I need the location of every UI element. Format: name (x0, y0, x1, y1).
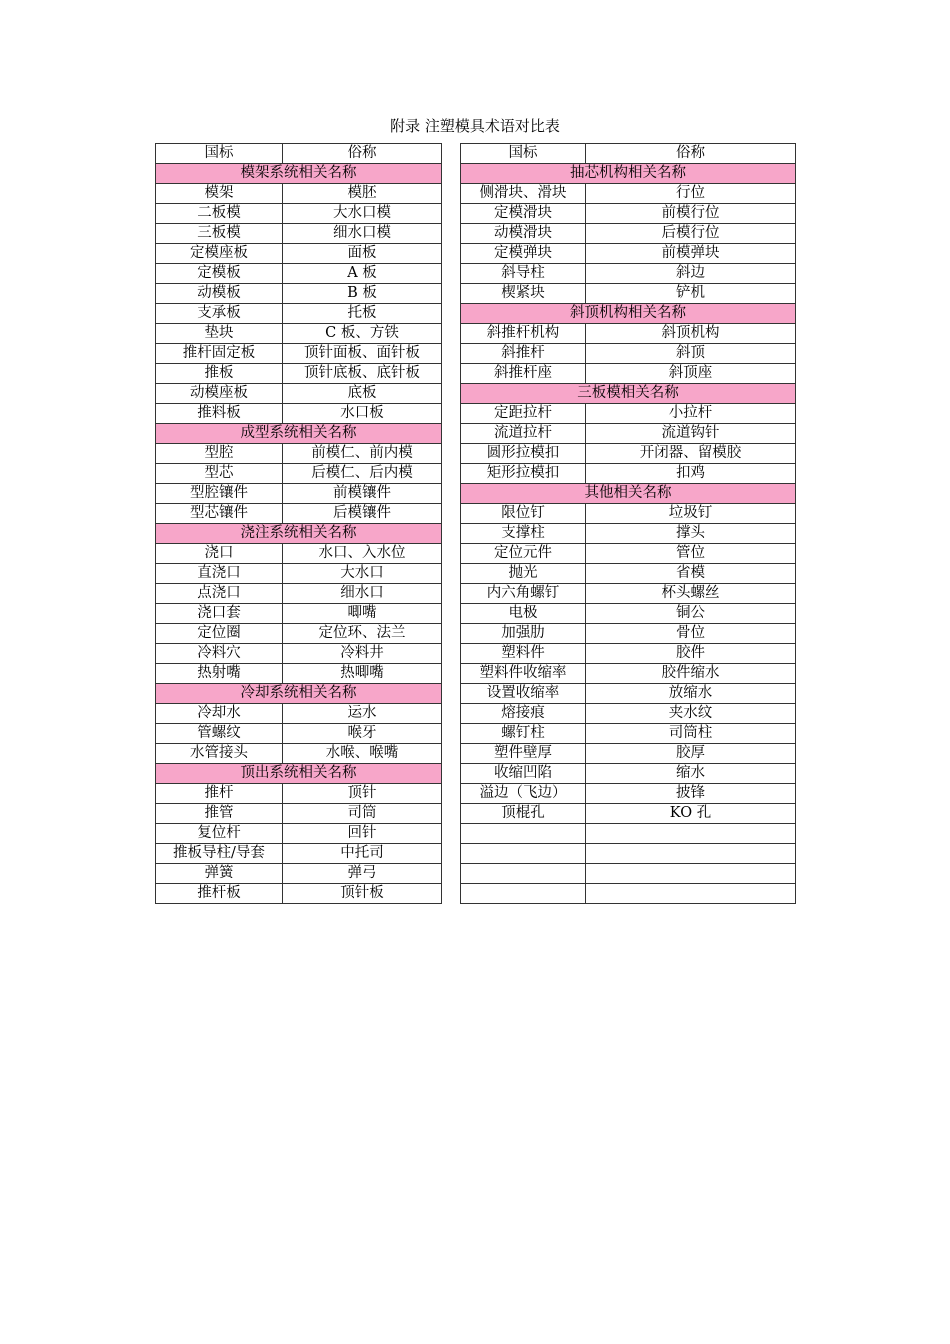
standard-term: 定模弹块 (461, 244, 586, 264)
table-row (461, 784, 796, 804)
common-term: 杯头螺丝 (586, 584, 796, 604)
common-term: 托板 (283, 304, 442, 324)
common-term: A 板 (283, 264, 442, 284)
common-term: 运水 (283, 704, 442, 724)
common-term: 铲机 (586, 284, 796, 304)
standard-term: 动模滑块 (461, 224, 586, 244)
table-row (461, 684, 796, 704)
table-row (156, 564, 442, 584)
standard-term: 侧滑块、滑块 (461, 184, 586, 204)
table-row (156, 404, 442, 424)
table-row (156, 344, 442, 364)
standard-term: 浇口套 (156, 604, 283, 624)
header-standard-name: 国标 (461, 144, 586, 164)
standard-term: 收缩凹陷 (461, 764, 586, 784)
table-row (461, 264, 796, 284)
standard-term (461, 884, 586, 904)
section-row (461, 384, 796, 404)
common-term: 大水口模 (283, 204, 442, 224)
table-row (461, 564, 796, 584)
table-row (156, 844, 442, 864)
standard-term: 溢边（飞边） (461, 784, 586, 804)
common-term: 水喉、喉嘴 (283, 744, 442, 764)
standard-term: 型腔 (156, 444, 283, 464)
common-term: 细水口 (283, 584, 442, 604)
table-row (461, 424, 796, 444)
section-row (156, 764, 442, 784)
section-title: 三板模相关名称 (461, 384, 796, 404)
table-row (156, 204, 442, 224)
common-term: 中托司 (283, 844, 442, 864)
standard-term: 定位元件 (461, 544, 586, 564)
table-row (461, 464, 796, 484)
common-term: 顶针板 (283, 884, 442, 904)
common-term: 骨位 (586, 624, 796, 644)
table-row (156, 644, 442, 664)
common-term: 前模行位 (586, 204, 796, 224)
table-row (156, 824, 442, 844)
standard-term: 斜推杆座 (461, 364, 586, 384)
table-row (156, 484, 442, 504)
common-term: 冷料井 (283, 644, 442, 664)
standard-term: 电极 (461, 604, 586, 624)
table-row (461, 764, 796, 784)
table-row (461, 364, 796, 384)
common-term (586, 824, 796, 844)
common-term: 披锋 (586, 784, 796, 804)
common-term: 后模镶件 (283, 504, 442, 524)
table-row (156, 604, 442, 624)
standard-term: 推杆板 (156, 884, 283, 904)
page-title: 附录 注塑模具术语对比表 (390, 117, 560, 135)
common-term: 斜边 (586, 264, 796, 284)
standard-term: 熔接痕 (461, 704, 586, 724)
table-row (156, 384, 442, 404)
standard-term: 斜导柱 (461, 264, 586, 284)
standard-term: 三板模 (156, 224, 283, 244)
common-term: 流道钩针 (586, 424, 796, 444)
standard-term: 冷料穴 (156, 644, 283, 664)
common-term: 水口、入水位 (283, 544, 442, 564)
section-title: 抽芯机构相关名称 (461, 164, 796, 184)
standard-term: 定模板 (156, 264, 283, 284)
table-row (461, 244, 796, 264)
table-row (156, 504, 442, 524)
common-term: KO 孔 (586, 804, 796, 824)
standard-term: 顶棍孔 (461, 804, 586, 824)
common-term: 前模镶件 (283, 484, 442, 504)
standard-term: 二板模 (156, 204, 283, 224)
table-row (156, 624, 442, 644)
table-row (461, 524, 796, 544)
common-term: 顶针面板、面针板 (283, 344, 442, 364)
table-row (461, 744, 796, 764)
common-term (586, 844, 796, 864)
table-row (156, 784, 442, 804)
standard-term: 内六角螺钉 (461, 584, 586, 604)
common-term: 胶件 (586, 644, 796, 664)
table-row (461, 284, 796, 304)
standard-term: 推杆固定板 (156, 344, 283, 364)
table-row (156, 864, 442, 884)
terms-table-left (155, 143, 442, 904)
common-term: 小拉杆 (586, 404, 796, 424)
common-term: 细水口模 (283, 224, 442, 244)
common-term: C 板、方铁 (283, 324, 442, 344)
table-row (156, 244, 442, 264)
table-row (461, 604, 796, 624)
common-term: 热唧嘴 (283, 664, 442, 684)
standard-term: 热射嘴 (156, 664, 283, 684)
table-row (156, 664, 442, 684)
common-term: 回针 (283, 824, 442, 844)
table-row (461, 844, 796, 864)
standard-term: 弹簧 (156, 864, 283, 884)
common-term: 水口板 (283, 404, 442, 424)
table-row (461, 804, 796, 824)
standard-term: 支撑柱 (461, 524, 586, 544)
standard-term: 定模滑块 (461, 204, 586, 224)
standard-term: 管螺纹 (156, 724, 283, 744)
common-term: 放缩水 (586, 684, 796, 704)
common-term: 夹水纹 (586, 704, 796, 724)
common-term: 垃圾钉 (586, 504, 796, 524)
section-title: 模架系统相关名称 (156, 164, 442, 184)
table-row (156, 884, 442, 904)
section-row (156, 164, 442, 184)
table-header-row (156, 144, 442, 164)
standard-term: 定模座板 (156, 244, 283, 264)
table-row (461, 624, 796, 644)
table-row (156, 744, 442, 764)
standard-term (461, 824, 586, 844)
table-row (156, 184, 442, 204)
header-standard-name: 国标 (156, 144, 283, 164)
common-term: 胶件缩水 (586, 664, 796, 684)
common-term: 扣鸡 (586, 464, 796, 484)
standard-term: 模架 (156, 184, 283, 204)
section-row (156, 524, 442, 544)
terms-table-right (460, 143, 796, 904)
standard-term: 浇口 (156, 544, 283, 564)
standard-term: 矩形拉模扣 (461, 464, 586, 484)
common-term: 撑头 (586, 524, 796, 544)
common-term: 行位 (586, 184, 796, 204)
common-term: 司筒 (283, 804, 442, 824)
table-row (461, 644, 796, 664)
common-term: 斜顶 (586, 344, 796, 364)
standard-term: 加强肋 (461, 624, 586, 644)
common-term: 斜顶座 (586, 364, 796, 384)
standard-term: 推板 (156, 364, 283, 384)
table-row (156, 264, 442, 284)
standard-term: 推料板 (156, 404, 283, 424)
standard-term: 动模座板 (156, 384, 283, 404)
common-term: 大水口 (283, 564, 442, 584)
table-row (461, 544, 796, 564)
standard-term: 流道拉杆 (461, 424, 586, 444)
common-term: 前模仁、前内模 (283, 444, 442, 464)
section-row (461, 484, 796, 504)
standard-term: 定位圈 (156, 624, 283, 644)
common-term: 顶针 (283, 784, 442, 804)
common-term: 定位环、法兰 (283, 624, 442, 644)
header-common-name: 俗称 (586, 144, 796, 164)
common-term: 开闭器、留模胶 (586, 444, 796, 464)
table-row (156, 704, 442, 724)
table-row (156, 364, 442, 384)
standard-term: 水管接头 (156, 744, 283, 764)
section-title: 其他相关名称 (461, 484, 796, 504)
table-row (156, 324, 442, 344)
section-title: 浇注系统相关名称 (156, 524, 442, 544)
standard-term: 垫块 (156, 324, 283, 344)
section-title: 冷却系统相关名称 (156, 684, 442, 704)
standard-term: 限位钉 (461, 504, 586, 524)
common-term: 胶厚 (586, 744, 796, 764)
common-term: 顶针底板、底针板 (283, 364, 442, 384)
standard-term (461, 844, 586, 864)
common-term: 斜顶机构 (586, 324, 796, 344)
common-term: 模胚 (283, 184, 442, 204)
common-term: 后模行位 (586, 224, 796, 244)
table-row (461, 224, 796, 244)
table-row (461, 344, 796, 364)
header-common-name: 俗称 (283, 144, 442, 164)
table-row (461, 664, 796, 684)
common-term: 唧嘴 (283, 604, 442, 624)
common-term: 面板 (283, 244, 442, 264)
standard-term: 推杆 (156, 784, 283, 804)
standard-term: 斜推杆机构 (461, 324, 586, 344)
table-row (461, 884, 796, 904)
table-row (461, 724, 796, 744)
table-row (461, 444, 796, 464)
common-term: 喉牙 (283, 724, 442, 744)
table-row (461, 864, 796, 884)
standard-term: 复位杆 (156, 824, 283, 844)
section-title: 斜顶机构相关名称 (461, 304, 796, 324)
standard-term: 塑料件 (461, 644, 586, 664)
table-header-row (461, 144, 796, 164)
table-row (156, 284, 442, 304)
section-row (461, 164, 796, 184)
standard-term: 楔紧块 (461, 284, 586, 304)
table-row (156, 224, 442, 244)
table-row (156, 584, 442, 604)
standard-term: 型腔镶件 (156, 484, 283, 504)
common-term: 管位 (586, 544, 796, 564)
section-title: 顶出系统相关名称 (156, 764, 442, 784)
table-row (156, 304, 442, 324)
table-row (156, 724, 442, 744)
common-term: 省模 (586, 564, 796, 584)
table-row (156, 444, 442, 464)
table-row (461, 504, 796, 524)
standard-term: 塑料件收缩率 (461, 664, 586, 684)
common-term: 缩水 (586, 764, 796, 784)
standard-term: 圆形拉模扣 (461, 444, 586, 464)
common-term: 底板 (283, 384, 442, 404)
standard-term: 冷却水 (156, 704, 283, 724)
table-row (156, 804, 442, 824)
common-term: B 板 (283, 284, 442, 304)
table-row (461, 324, 796, 344)
common-term: 后模仁、后内模 (283, 464, 442, 484)
standard-term: 抛光 (461, 564, 586, 584)
standard-term: 推管 (156, 804, 283, 824)
standard-term (461, 864, 586, 884)
standard-term: 动模板 (156, 284, 283, 304)
standard-term: 螺钉柱 (461, 724, 586, 744)
table-row (461, 404, 796, 424)
section-title: 成型系统相关名称 (156, 424, 442, 444)
standard-term: 点浇口 (156, 584, 283, 604)
table-row (461, 204, 796, 224)
common-term: 前模弹块 (586, 244, 796, 264)
common-term: 司筒柱 (586, 724, 796, 744)
standard-term: 推板导柱/导套 (156, 844, 283, 864)
table-row (461, 704, 796, 724)
table-row (156, 464, 442, 484)
section-row (461, 304, 796, 324)
standard-term: 支承板 (156, 304, 283, 324)
table-row (156, 544, 442, 564)
standard-term: 设置收缩率 (461, 684, 586, 704)
standard-term: 直浇口 (156, 564, 283, 584)
table-row (461, 184, 796, 204)
section-row (156, 424, 442, 444)
table-row (461, 824, 796, 844)
standard-term: 塑件壁厚 (461, 744, 586, 764)
common-term: 弹弓 (283, 864, 442, 884)
standard-term: 斜推杆 (461, 344, 586, 364)
section-row (156, 684, 442, 704)
standard-term: 型芯 (156, 464, 283, 484)
common-term: 铜公 (586, 604, 796, 624)
common-term (586, 864, 796, 884)
standard-term: 型芯镶件 (156, 504, 283, 524)
table-row (461, 584, 796, 604)
common-term (586, 884, 796, 904)
standard-term: 定距拉杆 (461, 404, 586, 424)
